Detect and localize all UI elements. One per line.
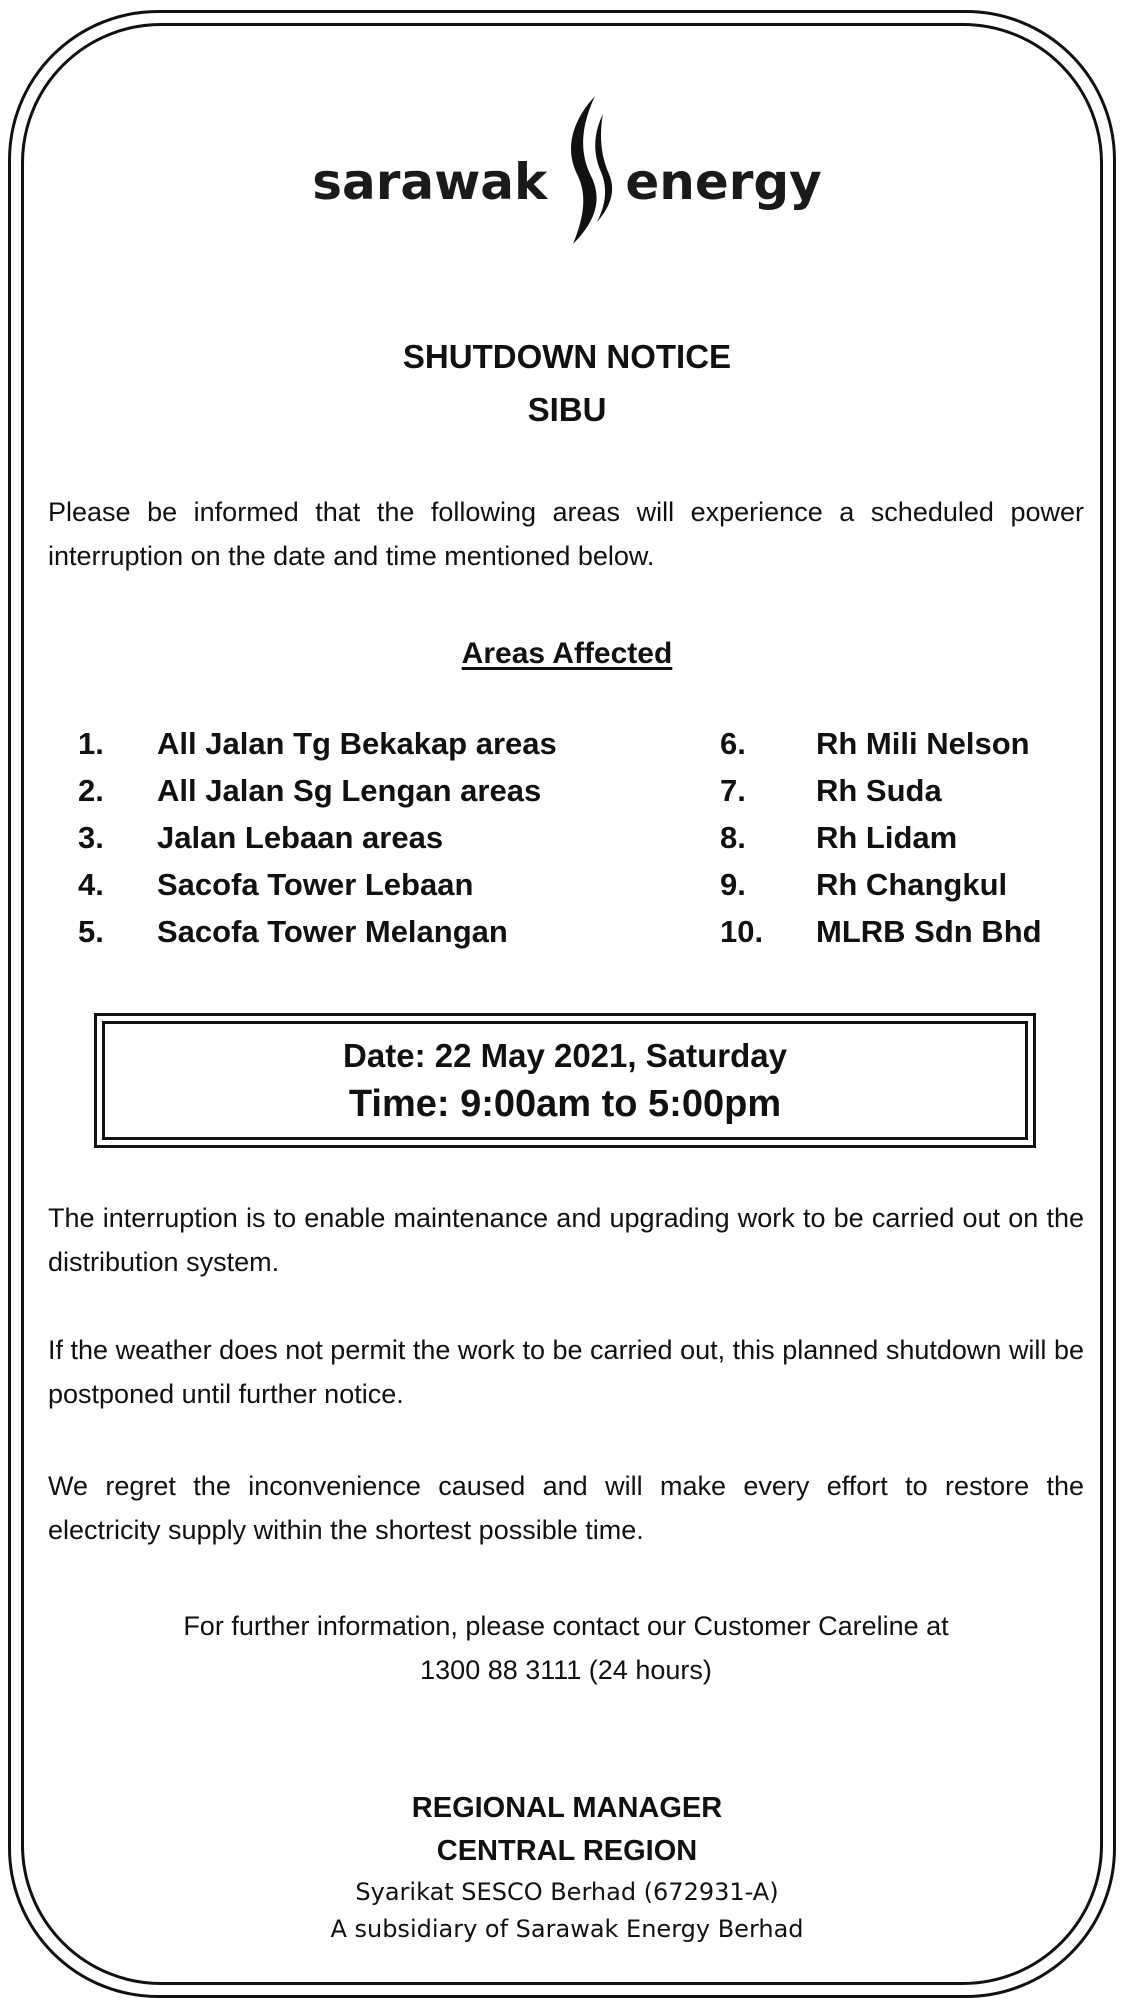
item-number: 5.: [78, 914, 104, 949]
schedule-box-inner: [102, 1021, 1028, 1140]
signature-title-1: REGIONAL MANAGER: [411, 1792, 723, 1824]
regret-paragraph: We regret the inconvenience caused and will make every effort to restore the electricity supply within the shortest possible time.: [48, 1471, 1084, 1545]
item-name: MLRB Sdn Bhd: [816, 914, 1042, 949]
item-name: All Jalan Sg Lengan areas: [157, 773, 542, 808]
signature-title-2: CENTRAL REGION: [436, 1835, 698, 1867]
item-name: Rh Mili Nelson: [816, 726, 1030, 761]
notice-location: SIBU: [527, 391, 607, 428]
schedule-date: Date: 22 May 2021, Saturday: [343, 1036, 787, 1074]
reason-paragraph: The interruption is to enable maintenance and upgrading work to be carried out on the distribution system.: [48, 1203, 1084, 1277]
item-name: Jalan Lebaan areas: [157, 820, 444, 855]
item-number: 10.: [720, 914, 764, 949]
item-name: Rh Lidam: [816, 820, 958, 855]
item-number: 8.: [720, 820, 746, 855]
contact-line-1: For further information, please contact our Customer Careline at: [183, 1611, 949, 1641]
signature-company: Syarikat SESCO Berhad (672931-A): [355, 1878, 779, 1906]
list-item: [78, 820, 598, 867]
areas-list-left: [78, 726, 598, 961]
flame-logo-icon: [551, 92, 621, 252]
item-name: Sacofa Tower Melangan: [157, 914, 508, 949]
item-name: All Jalan Tg Bekakap areas: [157, 726, 557, 761]
contact-line-2: 1300 88 3111 (24 hours): [420, 1655, 712, 1685]
intro-paragraph: Please be informed that the following areas will experience a scheduled power interruption on the date and time mentioned below.: [48, 497, 1084, 571]
areas-heading: Areas Affected: [461, 637, 673, 670]
schedule-box: [94, 1013, 1036, 1148]
list-item: [720, 726, 1080, 773]
list-item: [720, 773, 1080, 820]
list-item: [720, 914, 1080, 961]
item-name: Rh Suda: [816, 773, 942, 808]
list-item: [78, 726, 598, 773]
item-number: 6.: [720, 726, 746, 761]
signature-subsidiary: A subsidiary of Sarawak Energy Berhad: [330, 1915, 804, 1943]
areas-list-right: [720, 726, 1080, 961]
list-item: [78, 867, 598, 914]
list-item: [78, 914, 598, 961]
list-item: [720, 867, 1080, 914]
logo-word-energy: energy: [625, 153, 822, 211]
item-number: 4.: [78, 867, 104, 902]
item-number: 1.: [78, 726, 104, 761]
item-number: 7.: [720, 773, 746, 808]
item-number: 2.: [78, 773, 104, 808]
sarawak-energy-logo: [0, 92, 1134, 252]
item-name: Sacofa Tower Lebaan: [157, 867, 474, 902]
list-item: [78, 773, 598, 820]
weather-paragraph: If the weather does not permit the work to be carried out, this planned shutdown will be postponed until further notice.: [48, 1335, 1084, 1409]
item-number: 3.: [78, 820, 104, 855]
notice-title: SHUTDOWN NOTICE: [402, 338, 732, 375]
schedule-time: Time: 9:00am to 5:00pm: [348, 1082, 782, 1125]
list-item: [720, 820, 1080, 867]
logo-word-sarawak: sarawak: [312, 153, 548, 211]
item-number: 9.: [720, 867, 746, 902]
item-name: Rh Changkul: [816, 867, 1008, 902]
